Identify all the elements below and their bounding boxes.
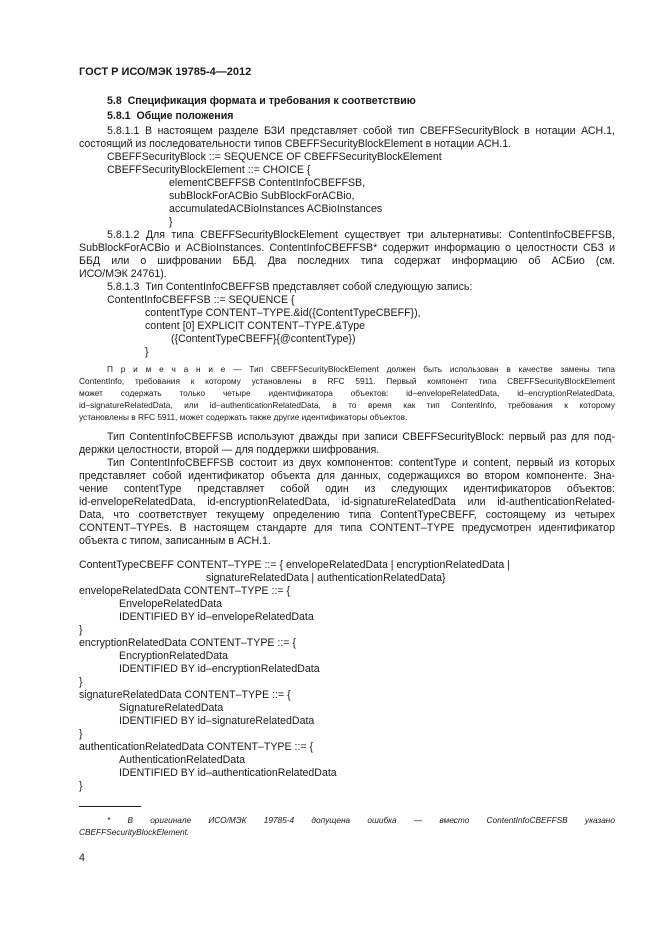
code-line: IDENTIFIED BY id–envelopeRelatedData [119,611,314,623]
note-line: может содержать только четыре идентификатора объектов: id–envelopeRelatedData, id–encryptionRelatedData, [79,388,615,398]
body-line: 5.8.1.1 В настоящем разделе БЗИ представляет собой тип CBEFFSecurityBlock в нотации АСН.1, [107,125,615,137]
code-line: IDENTIFIED BY id–signatureRelatedData [119,715,315,727]
section-title: 5.8 Спецификация формата и требования к соответствию [107,95,416,107]
body-line: CONTENT–TYPEs. В настоящем стандарте для типа CONTENT–TYPE предусмотрен идентификатор [79,522,615,534]
note-line: установлены в RFC 5911, может содержать также другие идентификаторы объектов. [79,412,408,422]
code-line: IDENTIFIED BY id–encryptionRelatedData [119,663,320,675]
body-line: представляет собой идентификатор объекта для данных, содержащихся во втором компоненте. Зна- [79,470,615,482]
code-line: EnvelopeRelatedData [119,598,223,610]
note-line: ContentInfo, требования к которому установлены в RFC 5911. Первый компонент типа CBEFFSecurityBlockElement [79,376,615,386]
body-line: SubBlockForACBio и ACBioInstances. ContentInfoCBEFFSB* содержит информацию о целостности СБЗ и [79,242,615,254]
code-line: encryptionRelatedData CONTENT–TYPE ::= { [79,637,296,649]
code-line: } [79,676,83,688]
code-line: EncryptionRelatedData [119,650,228,662]
code-line: SignatureRelatedData [119,702,224,714]
code-line: signatureRelatedData CONTENT–TYPE ::= { [79,689,291,701]
code-line: signatureRelatedData | authenticationRelatedData} [206,572,446,584]
code-line: } [79,780,83,792]
code-line: content [0] EXPLICIT CONTENT–TYPE.&Type [145,320,366,332]
code-line: } [169,216,173,228]
code-line: ContentTypeCBEFF CONTENT–TYPE ::= { envelopeRelatedData | encryptionRelatedData | [79,559,510,571]
body-line: ББД или о шифровании ББД. Два последних типа содержат информацию об АСБио (см. [79,255,615,267]
body-line: ИСО/МЭК 24761). [79,268,167,280]
document-header: ГОСТ Р ИСО/МЭК 19785-4—2012 [79,66,252,78]
body-line: Тип ContentInfoCBEFFSB состоит из двух компонентов: contentType и content, первый из которых [107,457,615,469]
note-line: П р и м е ч а н и е — Тип CBEFFSecurityBlockElement должен быть использован в качестве замены типа [107,364,615,374]
code-line: elementCBEFFSB ContentInfoCBEFFSB, [169,177,366,189]
code-line: CBEFFSecurityBlockElement ::= CHOICE { [107,164,311,176]
body-line: состоящий из последовательности типов CBEFFSecurityBlockElement в нотации АСН.1. [79,138,512,150]
code-line: ({ContentTypeCBEFF}{@contentType}) [171,333,356,345]
footnote-line: CBEFFSecurityBlockElement. [79,827,190,837]
code-line: IDENTIFIED BY id–authenticationRelatedData [119,767,337,779]
body-line: 5.8.1.3 Тип ContentInfoCBEFFSB представляет собой следующую запись: [107,281,473,293]
code-line: ContentInfoCBEFFSB ::= SEQUENCE { [107,294,295,306]
body-line: объекта с типом, записанным в АСН.1. [79,535,271,547]
body-line: id-envelopeRelatedData, id-encryptionRelatedData, id-signatureRelatedData или id-authenticationRelated- [79,496,615,508]
page-number: 4 [79,852,85,864]
body-line: Тип ContentInfoCBEFFSB используют дважды при записи CBEFFSecurityBlock: первый раз для под- [107,431,615,443]
code-line: authenticationRelatedData CONTENT–TYPE ::= { [79,741,314,753]
body-line: держки целостности, второй — для поддержки шифрования. [79,444,380,456]
code-line: CBEFFSecurityBlock ::= SEQUENCE OF CBEFFSecurityBlockElement [107,151,442,163]
footnote-line: * В оригинале ИСО/МЭК 19785-4 допущена ошибка — вместо ContentInfoCBEFFSB указано [107,815,615,825]
code-line: } [79,728,83,740]
footnote-separator [79,806,141,807]
body-line: 5.8.1.2 Для типа CBEFFSecurityBlockElement существует три альтернативы: ContentInfoCBEFFSB, [107,229,615,241]
code-line: envelopeRelatedData CONTENT–TYPE ::= { [79,585,291,597]
code-line: contentType CONTENT–TYPE.&id({ContentTypeCBEFF}), [145,307,421,319]
code-line: } [145,346,149,358]
body-line: чение contentType представляет собой один из следующих идентификаторов объектов: [79,483,615,495]
code-line: subBlockForACBio SubBlockForACBio, [169,190,355,202]
subsection-title: 5.8.1 Общие положения [107,110,234,122]
code-line: AuthenticationRelatedData [119,754,246,766]
code-line: accumulatedACBioInstances ACBioInstances [169,203,383,215]
code-line: } [79,624,83,636]
note-line: id–signatureRelatedData, или id–authenticationRelatedData, в то время как тип ContentInfo, требования к которому [79,400,615,410]
body-line: Data, что соответствует текущему определению типа ContentTypeCBEFF, состоящему из четырех [79,509,615,521]
